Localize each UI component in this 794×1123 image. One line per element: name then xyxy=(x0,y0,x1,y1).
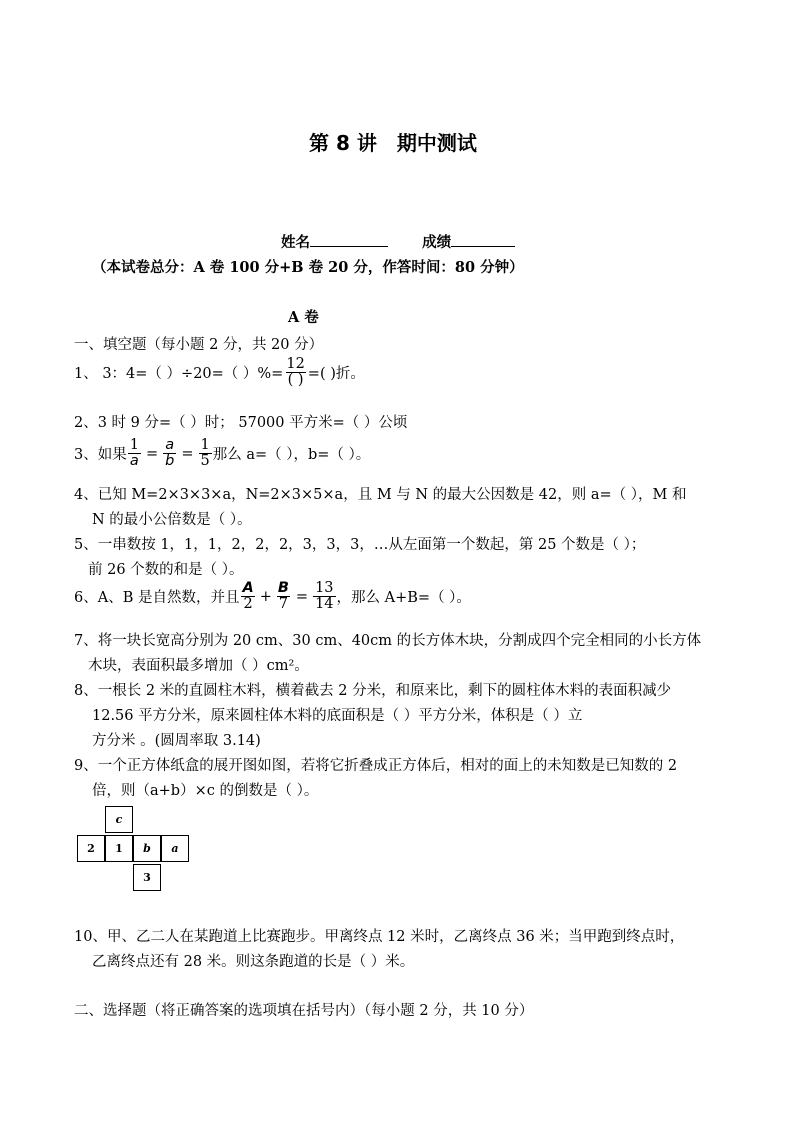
section-a-title: A 卷 xyxy=(288,309,319,326)
q3-fraction-2 xyxy=(163,438,176,469)
q6-fraction-2 xyxy=(276,581,291,612)
question-6 xyxy=(74,581,471,612)
part1-title: 一、填空题（每小题 2 分，共 20 分） xyxy=(74,337,324,353)
q6-f3-den: 14 xyxy=(315,596,334,613)
q3-suffix: 那么 a=（ ），b=（ ）。 xyxy=(212,447,371,464)
q3-f3-num: 1 xyxy=(200,437,210,453)
q1-frac-den: ( ) xyxy=(287,372,304,389)
score-blank[interactable] xyxy=(451,232,515,247)
exam-info: （本试卷总分：A 卷 100 分+B 卷 20 分，作答时间：80 分钟） xyxy=(92,259,524,276)
cube-face-a: a xyxy=(161,835,189,862)
page-title: 第 8 讲 期中测试 xyxy=(309,131,477,155)
question-4-line-2: N 的最小公倍数是（ ）。 xyxy=(92,512,252,528)
question-3 xyxy=(74,438,370,469)
q6-f2-num: B xyxy=(277,580,289,596)
question-8-line-1: 8、一根长 2 米的直圆柱木料，横着截去 2 分米，和原来比，剩下的圆柱体木料的表面积减少 xyxy=(74,683,672,699)
score-label: 成绩 xyxy=(422,234,452,251)
question-1 xyxy=(74,357,365,388)
name-field xyxy=(281,231,515,252)
cube-face-1: 1 xyxy=(105,835,133,862)
q3-eq2: = xyxy=(181,445,194,462)
question-4-line-1: 4、已知 M=2×3×3×a，N=2×3×5×a，且 M 与 N 的最大公因数是 42，则 a=（ ），M 和 xyxy=(74,487,687,503)
cube-face-2: 2 xyxy=(77,835,105,862)
question-7-line-1: 7、将一块长宽高分别为 20 cm、30 cm、40cm 的长方体木块，分割成四个完全相同的小长方体 xyxy=(74,633,702,649)
q6-eq: = xyxy=(295,588,309,605)
cube-face-b: b xyxy=(133,835,161,862)
q6-f3-num: 13 xyxy=(315,580,334,596)
q3-f1-num: 1 xyxy=(129,437,139,453)
q1-prefix: 1、 3：4=（ ）÷20=（ ）%= xyxy=(74,366,284,383)
q3-f2-den: b xyxy=(165,453,175,470)
q6-fraction-1 xyxy=(240,581,255,612)
question-5-line-1: 5、一串数按 1，1，1，2，2，2，3，3，3，…从左面第一个数起，第 25 个数是（ ）； xyxy=(74,537,646,553)
question-9-line-1: 9、一个正方体纸盒的展开图如图，若将它折叠成正方体后，相对的面上的未知数是已知数的 2 xyxy=(74,758,678,774)
q6-fraction-3 xyxy=(313,581,335,612)
part2-title: 二、选择题（将正确答案的选项填在括号内）（每小题 2 分，共 10 分） xyxy=(74,1003,534,1019)
question-10-line-1: 10、甲、乙二人在某跑道上比赛跑步。甲离终点 12 米时，乙离终点 36 米；当甲跑到终点时， xyxy=(74,929,685,945)
q1-fraction xyxy=(284,357,306,388)
q6-f2-den: 7 xyxy=(278,596,288,613)
cube-face-c: c xyxy=(105,806,133,833)
q3-prefix: 3、如果 xyxy=(74,447,127,464)
question-8-line-2: 12.56 平方分米，原来圆柱体木料的底面积是（ ）平方分米，体积是（ ）立 xyxy=(92,708,583,724)
q3-fraction-1 xyxy=(128,438,141,469)
q6-suffix: ，那么 A+B=（ ）。 xyxy=(336,590,471,607)
question-9-line-2: 倍，则（a+b）×c 的倒数是（ ）。 xyxy=(92,783,319,799)
cube-face-3: 3 xyxy=(133,864,161,891)
question-5-line-2: 前 26 个数的和是（ ）。 xyxy=(88,562,244,578)
name-blank[interactable] xyxy=(310,232,388,247)
name-label: 姓名 xyxy=(281,234,310,251)
cube-net-figure xyxy=(77,806,192,891)
q3-f3-den: 5 xyxy=(200,453,210,470)
question-7-line-2: 木块，表面积最多增加（ ）cm²。 xyxy=(88,658,309,674)
q6-f1-den: 2 xyxy=(243,596,253,613)
q3-eq1: = xyxy=(145,445,159,462)
q3-f2-num: a xyxy=(165,437,175,453)
q3-fraction-3 xyxy=(199,438,212,469)
q1-frac-num: 12 xyxy=(286,356,305,372)
q1-suffix: =( )折。 xyxy=(307,366,365,383)
q6-f1-num: A xyxy=(242,580,254,596)
question-8-line-3: 方分米 。(圆周率取 3.14) xyxy=(92,733,261,749)
q6-plus: + xyxy=(259,588,272,605)
q3-f1-den: a xyxy=(129,453,139,470)
q6-prefix: 6、A、B 是自然数，并且 xyxy=(74,590,240,607)
question-10-line-2: 乙离终点还有 28 米。则这条跑道的长是（ ）米。 xyxy=(92,954,415,970)
question-2: 2、3 时 9 分=（ ）时； 57000 平方米=（ ）公顷 xyxy=(74,415,408,431)
